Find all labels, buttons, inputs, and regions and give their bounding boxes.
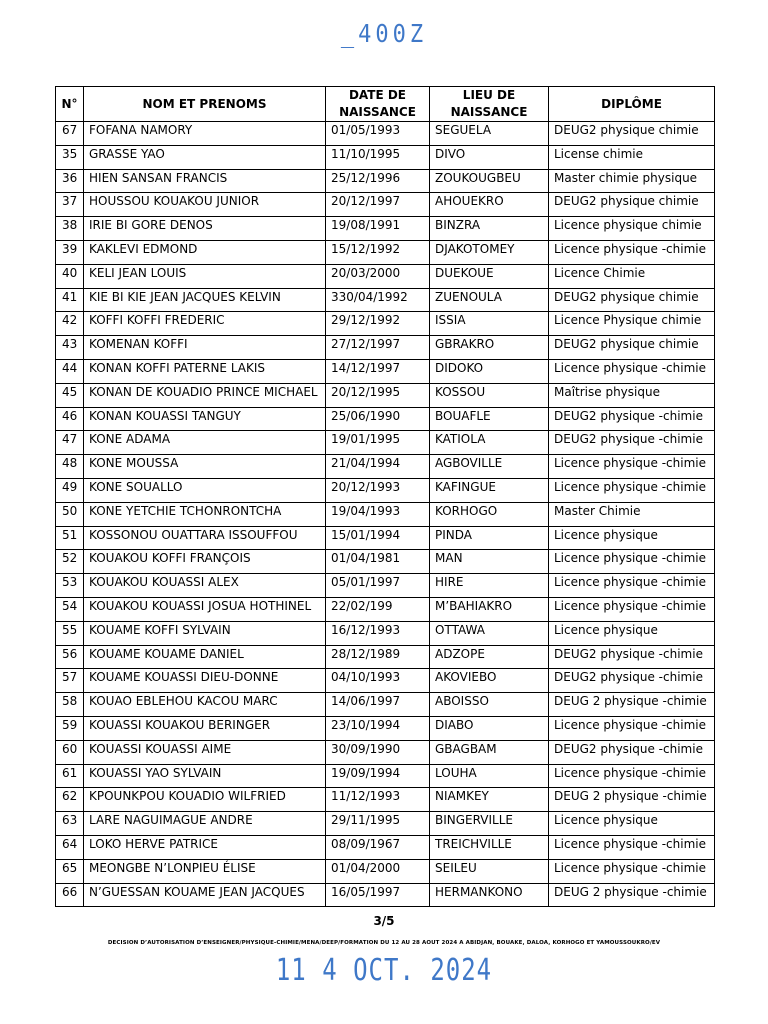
cell-diploma: Licence physique -chimie	[549, 240, 715, 264]
cell-number: 46	[56, 407, 84, 431]
cell-number: 36	[56, 169, 84, 193]
cell-number: 59	[56, 716, 84, 740]
cell-birth-date: 11/10/1995	[326, 145, 430, 169]
cell-diploma: Licence physique -chimie	[549, 478, 715, 502]
cell-birth-place: AHOUEKRO	[430, 193, 549, 217]
cell-birth-place: KOSSOU	[430, 383, 549, 407]
cell-name: IRIE BI GORE DENOS	[84, 217, 326, 241]
cell-birth-place: ABOISSO	[430, 693, 549, 717]
cell-name: KONAN DE KOUADIO PRINCE MICHAEL	[84, 383, 326, 407]
cell-birth-place: HIRE	[430, 574, 549, 598]
table-row	[56, 122, 715, 146]
table-row	[56, 574, 715, 598]
cell-birth-place: LOUHA	[430, 764, 549, 788]
cell-birth-place: BOUAFLE	[430, 407, 549, 431]
cell-number: 53	[56, 574, 84, 598]
cell-number: 37	[56, 193, 84, 217]
cell-birth-date: 19/09/1994	[326, 764, 430, 788]
cell-name: GRASSE YAO	[84, 145, 326, 169]
page-number: 3/5	[373, 914, 395, 928]
table-row	[56, 597, 715, 621]
cell-birth-place: NIAMKEY	[430, 788, 549, 812]
cell-birth-date: 20/12/1995	[326, 383, 430, 407]
cell-diploma: Licence physique	[549, 526, 715, 550]
cell-name: KONE YETCHIE TCHONRONTCHA	[84, 502, 326, 526]
cell-diploma: Licence physique chimie	[549, 217, 715, 241]
cell-birth-place: AGBOVILLE	[430, 455, 549, 479]
cell-name: KOUASSI KOUASSI AIME	[84, 740, 326, 764]
cell-name: LARE NAGUIMAGUE ANDRE	[84, 812, 326, 836]
table-row	[56, 407, 715, 431]
candidates-table	[55, 86, 715, 907]
cell-diploma: Licence physique -chimie	[549, 455, 715, 479]
table-row	[56, 550, 715, 574]
cell-birth-date: 19/08/1991	[326, 217, 430, 241]
cell-number: 43	[56, 336, 84, 360]
table-row	[56, 764, 715, 788]
cell-birth-date: 27/12/1997	[326, 336, 430, 360]
cell-birth-place: DIABO	[430, 716, 549, 740]
cell-diploma: Licence Chimie	[549, 264, 715, 288]
cell-number: 65	[56, 859, 84, 883]
cell-birth-place: GBAGBAM	[430, 740, 549, 764]
cell-name: HOUSSOU KOUAKOU JUNIOR	[84, 193, 326, 217]
cell-number: 42	[56, 312, 84, 336]
cell-number: 47	[56, 431, 84, 455]
cell-birth-place: PINDA	[430, 526, 549, 550]
table-row	[56, 359, 715, 383]
table-row	[56, 288, 715, 312]
cell-diploma: Licence physique -chimie	[549, 835, 715, 859]
cell-name: KONAN KOUASSI TANGUY	[84, 407, 326, 431]
cell-name: KONE MOUSSA	[84, 455, 326, 479]
cell-birth-date: 28/12/1989	[326, 645, 430, 669]
cell-birth-place: TREICHVILLE	[430, 835, 549, 859]
cell-number: 64	[56, 835, 84, 859]
cell-birth-date: 15/01/1994	[326, 526, 430, 550]
header-number: N°	[56, 87, 84, 122]
cell-number: 62	[56, 788, 84, 812]
cell-number: 40	[56, 264, 84, 288]
cell-birth-place: DUEKOUE	[430, 264, 549, 288]
cell-diploma: DEUG 2 physique -chimie	[549, 788, 715, 812]
table-row	[56, 193, 715, 217]
cell-birth-place: ZOUKOUGBEU	[430, 169, 549, 193]
cell-number: 56	[56, 645, 84, 669]
cell-birth-date: 01/04/2000	[326, 859, 430, 883]
cell-number: 44	[56, 359, 84, 383]
cell-name: KOUAO EBLEHOU KACOU MARC	[84, 693, 326, 717]
cell-birth-date: 29/12/1992	[326, 312, 430, 336]
table-row	[56, 431, 715, 455]
table-row	[56, 264, 715, 288]
cell-birth-date: 08/09/1967	[326, 835, 430, 859]
cell-birth-date: 29/11/1995	[326, 812, 430, 836]
cell-diploma: Licence Physique chimie	[549, 312, 715, 336]
cell-birth-date: 330/04/1992	[326, 288, 430, 312]
table-row	[56, 693, 715, 717]
cell-diploma: DEUG2 physique chimie	[549, 122, 715, 146]
cell-diploma: Licence physique -chimie	[549, 764, 715, 788]
cell-number: 57	[56, 669, 84, 693]
cell-birth-date: 21/04/1994	[326, 455, 430, 479]
table-row	[56, 502, 715, 526]
cell-diploma: DEUG2 physique -chimie	[549, 669, 715, 693]
cell-diploma: DEUG2 physique chimie	[549, 336, 715, 360]
table-row	[56, 716, 715, 740]
table-row	[56, 455, 715, 479]
cell-birth-date: 19/01/1995	[326, 431, 430, 455]
cell-birth-place: KATIOLA	[430, 431, 549, 455]
cell-number: 66	[56, 883, 84, 907]
cell-name: MEONGBE N’LONPIEU ÉLISE	[84, 859, 326, 883]
cell-number: 58	[56, 693, 84, 717]
table-row	[56, 217, 715, 241]
cell-name: KOUASSI YAO SYLVAIN	[84, 764, 326, 788]
cell-birth-date: 14/12/1997	[326, 359, 430, 383]
cell-number: 63	[56, 812, 84, 836]
cell-birth-place: DIDOKO	[430, 359, 549, 383]
cell-name: N’GUESSAN KOUAME JEAN JACQUES	[84, 883, 326, 907]
cell-birth-place: SEILEU	[430, 859, 549, 883]
cell-diploma: DEUG2 physique -chimie	[549, 740, 715, 764]
cell-diploma: Master chimie physique	[549, 169, 715, 193]
cell-diploma: DEUG2 physique chimie	[549, 193, 715, 217]
cell-diploma: DEUG2 physique -chimie	[549, 431, 715, 455]
cell-name: KOMENAN KOFFI	[84, 336, 326, 360]
cell-birth-date: 19/04/1993	[326, 502, 430, 526]
cell-birth-place: ZUENOULA	[430, 288, 549, 312]
cell-diploma: Maîtrise physique	[549, 383, 715, 407]
cell-birth-date: 16/12/1993	[326, 621, 430, 645]
cell-name: LOKO HERVE PATRICE	[84, 835, 326, 859]
cell-diploma: DEUG 2 physique -chimie	[549, 883, 715, 907]
cell-birth-place: BINGERVILLE	[430, 812, 549, 836]
table-row	[56, 145, 715, 169]
cell-number: 49	[56, 478, 84, 502]
cell-diploma: Licence physique -chimie	[549, 574, 715, 598]
table-row	[56, 812, 715, 836]
table-row	[56, 740, 715, 764]
cell-number: 67	[56, 122, 84, 146]
cell-birth-place: SEGUELA	[430, 122, 549, 146]
cell-name: KOUAME KOUASSI DIEU-DONNE	[84, 669, 326, 693]
cell-name: KIE BI KIE JEAN JACQUES KELVIN	[84, 288, 326, 312]
cell-diploma: DEUG 2 physique -chimie	[549, 693, 715, 717]
header-diploma: DIPLÔME	[549, 87, 715, 122]
cell-birth-place: BINZRA	[430, 217, 549, 241]
cell-name: KAKLEVI EDMOND	[84, 240, 326, 264]
cell-diploma: Licence physique -chimie	[549, 359, 715, 383]
table-row	[56, 859, 715, 883]
decision-footer: DECISION D’AUTORISATION D’ENSEIGNER/PHYSIQUE-CHIMIE/MENA/DEEP/FORMATION DU 12 AU 28 AOUT 2024 A ABIDJAN, BOUAKE, DALOA, KORHOGO ET YAMOUSSOUKRO/EV	[107, 940, 661, 946]
cell-name: KOUAME KOUAME DANIEL	[84, 645, 326, 669]
cell-birth-date: 20/12/1997	[326, 193, 430, 217]
cell-number: 39	[56, 240, 84, 264]
header-name: NOM ET PRENOMS	[84, 87, 326, 122]
cell-name: KELI JEAN LOUIS	[84, 264, 326, 288]
cell-diploma: Licence physique	[549, 812, 715, 836]
top-stamp: _400Z	[340, 20, 428, 49]
cell-birth-date: 20/12/1993	[326, 478, 430, 502]
table-row	[56, 669, 715, 693]
table-row	[56, 645, 715, 669]
cell-name: KONE ADAMA	[84, 431, 326, 455]
cell-birth-date: 25/06/1990	[326, 407, 430, 431]
cell-number: 55	[56, 621, 84, 645]
cell-birth-date: 16/05/1997	[326, 883, 430, 907]
cell-birth-date: 01/04/1981	[326, 550, 430, 574]
cell-name: FOFANA NAMORY	[84, 122, 326, 146]
table-row	[56, 336, 715, 360]
cell-birth-place: OTTAWA	[430, 621, 549, 645]
header-birth-place: LIEU DE NAISSANCE	[430, 87, 549, 122]
table-body	[56, 122, 715, 907]
cell-diploma: Licence physique -chimie	[549, 550, 715, 574]
cell-number: 51	[56, 526, 84, 550]
cell-number: 54	[56, 597, 84, 621]
cell-diploma: Licence physique -chimie	[549, 597, 715, 621]
cell-birth-date: 23/10/1994	[326, 716, 430, 740]
cell-birth-date: 15/12/1992	[326, 240, 430, 264]
cell-birth-place: DJAKOTOMEY	[430, 240, 549, 264]
cell-birth-place: ISSIA	[430, 312, 549, 336]
cell-name: HIEN SANSAN FRANCIS	[84, 169, 326, 193]
cell-number: 61	[56, 764, 84, 788]
cell-birth-place: ADZOPE	[430, 645, 549, 669]
table-row	[56, 240, 715, 264]
cell-birth-date: 30/09/1990	[326, 740, 430, 764]
header-birth-date: DATE DE NAISSANCE	[326, 87, 430, 122]
cell-diploma: Master Chimie	[549, 502, 715, 526]
cell-birth-place: KAFINGUE	[430, 478, 549, 502]
table-row	[56, 526, 715, 550]
cell-birth-place: AKOVIEBO	[430, 669, 549, 693]
cell-diploma: DEUG2 physique chimie	[549, 288, 715, 312]
table-row	[56, 383, 715, 407]
cell-birth-place: DIVO	[430, 145, 549, 169]
cell-number: 48	[56, 455, 84, 479]
cell-birth-date: 01/05/1993	[326, 122, 430, 146]
cell-name: KOUASSI KOUAKOU BERINGER	[84, 716, 326, 740]
cell-diploma: License chimie	[549, 145, 715, 169]
cell-birth-place: M’BAHIAKRO	[430, 597, 549, 621]
cell-birth-place: KORHOGO	[430, 502, 549, 526]
cell-birth-place: GBRAKRO	[430, 336, 549, 360]
cell-birth-date: 20/03/2000	[326, 264, 430, 288]
cell-birth-date: 14/06/1997	[326, 693, 430, 717]
table-header-row	[56, 87, 715, 122]
cell-diploma: Licence physique -chimie	[549, 716, 715, 740]
table-row	[56, 883, 715, 907]
table-row	[56, 312, 715, 336]
cell-name: KOFFI KOFFI FREDERIC	[84, 312, 326, 336]
cell-number: 60	[56, 740, 84, 764]
cell-birth-date: 05/01/1997	[326, 574, 430, 598]
cell-name: KOUAKOU KOFFI FRANÇOIS	[84, 550, 326, 574]
cell-number: 52	[56, 550, 84, 574]
table-row	[56, 835, 715, 859]
table-row	[56, 621, 715, 645]
cell-name: KPOUNKPOU KOUADIO WILFRIED	[84, 788, 326, 812]
cell-number: 50	[56, 502, 84, 526]
table-row	[56, 169, 715, 193]
cell-birth-date: 22/02/199	[326, 597, 430, 621]
cell-number: 38	[56, 217, 84, 241]
cell-birth-place: HERMANKONO	[430, 883, 549, 907]
cell-birth-date: 25/12/1996	[326, 169, 430, 193]
cell-number: 45	[56, 383, 84, 407]
cell-birth-date: 11/12/1993	[326, 788, 430, 812]
cell-name: KOUAME KOFFI SYLVAIN	[84, 621, 326, 645]
cell-name: KONAN KOFFI PATERNE LAKIS	[84, 359, 326, 383]
cell-name: KOSSONOU OUATTARA ISSOUFFOU	[84, 526, 326, 550]
cell-diploma: Licence physique -chimie	[549, 859, 715, 883]
cell-name: KONE SOUALLO	[84, 478, 326, 502]
cell-name: KOUAKOU KOUASSI JOSUA HOTHINEL	[84, 597, 326, 621]
cell-diploma: DEUG2 physique -chimie	[549, 645, 715, 669]
cell-diploma: Licence physique	[549, 621, 715, 645]
cell-number: 41	[56, 288, 84, 312]
cell-birth-date: 04/10/1993	[326, 669, 430, 693]
cell-number: 35	[56, 145, 84, 169]
cell-diploma: DEUG2 physique -chimie	[549, 407, 715, 431]
date-stamp: 11 4 OCT. 2024	[275, 952, 493, 988]
cell-birth-place: MAN	[430, 550, 549, 574]
table-row	[56, 478, 715, 502]
cell-name: KOUAKOU KOUASSI ALEX	[84, 574, 326, 598]
table-row	[56, 788, 715, 812]
